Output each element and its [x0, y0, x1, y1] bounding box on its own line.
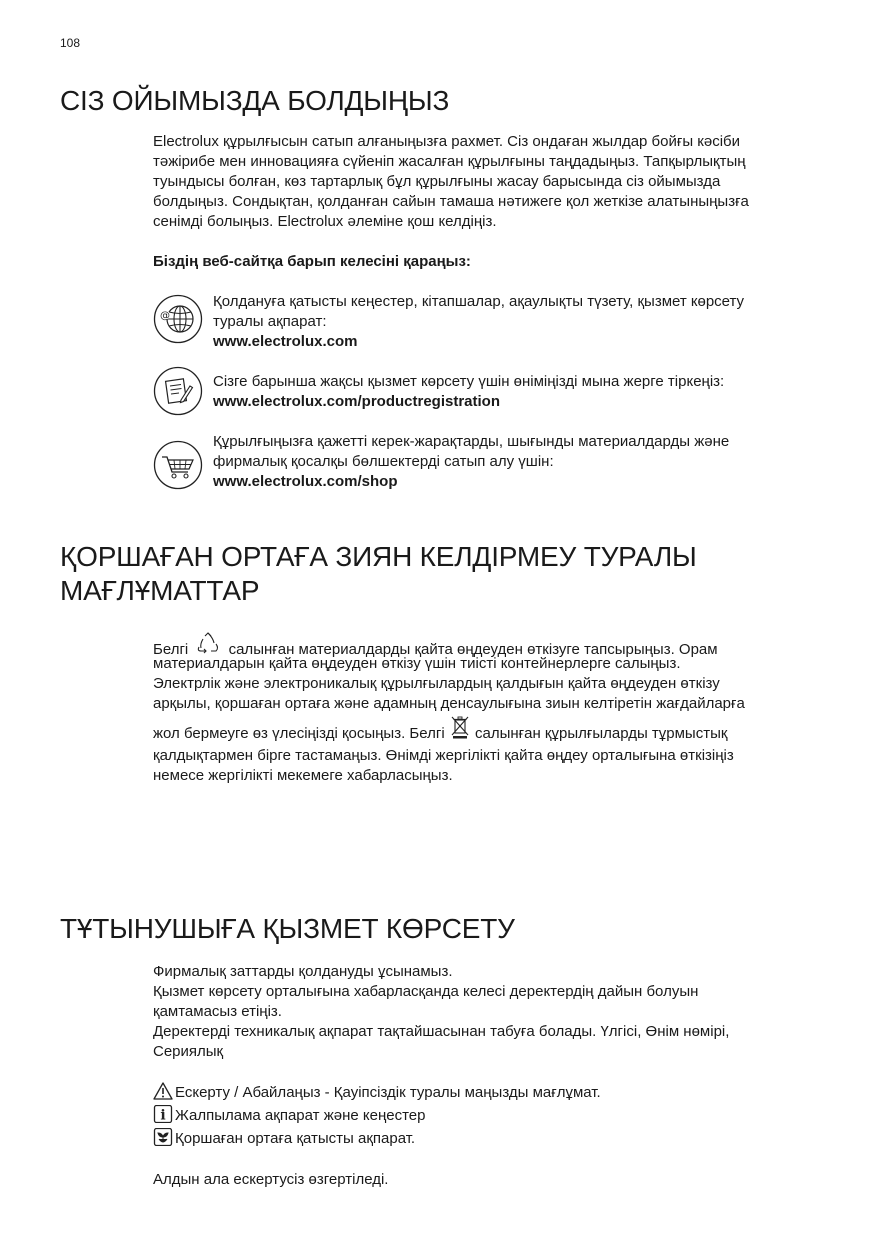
section-title-customer-care: ТҰТЫНУШЫҒА ҚЫЗМЕТ КӨРСЕТУ [60, 913, 515, 944]
info-item-registration [153, 372, 833, 422]
visit-website-label: Біздің веб-сайтқа барып келесіні қараңыз: [153, 253, 471, 270]
env-text: Белгі [153, 641, 189, 658]
info-item-text: Қолдануға қатысты кеңестер, кітапшалар, ақаулықты түзету, қызмет көрсету [213, 293, 745, 310]
footer-note: Алдын ала ескертусіз өзгертіледі. [153, 1171, 389, 1188]
link-shop[interactable]: www.electrolux.com/shop [213, 473, 398, 490]
crossed-bin-icon [450, 715, 470, 739]
environment-paragraph [153, 632, 823, 786]
link-electrolux-com[interactable]: www.electrolux.com [213, 333, 358, 350]
environment-icon [153, 1128, 173, 1146]
warning-triangle-icon [153, 1082, 173, 1100]
env-text: Электрлік және электроникалық құрылғылардың қалдығын қайта өңдеуден өткізу [153, 675, 720, 692]
link-product-registration[interactable]: www.electrolux.com/productregistration [213, 393, 500, 410]
intro-line: сенімді болыңыз. Electrolux әлеміне қош келдіңіз. [153, 213, 497, 230]
section-title-line: МАҒЛҰМАТТАР [60, 575, 260, 606]
symbols-legend [153, 1081, 823, 1150]
svg-text:i: i [160, 1107, 166, 1123]
env-text: қалдықтармен бірге тастамаңыз. Өнімді жергілікті қайта өңдеу орталығына өткізіңіз [153, 747, 734, 764]
info-item-text: Құрылғыңызға қажетті керек-жарақтарды, шығынды материалдарды және [213, 433, 730, 450]
info-item-text: Сізге барынша жақсы қызмет көрсету үшін өніміңізді мына жерге тіркеңіз: [213, 373, 725, 390]
care-text: Деректерді техникалық ақпарат тақтайшасынан табуға болады. Үлгісі, Өнім нөмірі, [153, 1023, 730, 1040]
legend-item-info: i Жалпылама ақпарат және кеңестер [153, 1104, 823, 1127]
care-text: Қызмет көрсету орталығына хабарласқанда келесі деректердің дайын болуын [153, 983, 699, 1000]
globe-at-icon [153, 294, 203, 344]
intro-line: тәжірибе мен инновацияға сүйеніп жасалған құрылғыны таңдадыңыз. Тапқырлықтың [153, 153, 746, 170]
env-text: немесе жергілікті мекемеге хабарласыңыз. [153, 767, 453, 784]
legend-item-environment: Қоршаған ортаға қатысты ақпарат. [153, 1127, 823, 1150]
intro-line: болдыңыз. Сондықтан, қолданған сайын тамаша нәтижеге қол жеткізе алатыныңызға [153, 193, 749, 210]
info-item-support [153, 292, 833, 352]
legend-item-warning: Ескерту / Абайлаңыз - Қауіпсіздік туралы маңызды мағлұмат. [153, 1081, 823, 1104]
env-text: жол бермеуге өз үлесіңізді қосыңыз. Белгі [153, 725, 445, 742]
env-text: арқылы, қоршаған ортаға және адамның денсаулығына зиын келтіретін жағдайларға [153, 695, 745, 712]
customer-care-paragraph [153, 962, 823, 1062]
page-number: 108 [60, 36, 81, 50]
care-text: қамтамасыз етіңіз. [153, 1003, 282, 1020]
recycle-icon [194, 632, 222, 656]
env-text: салынған материалдарды қайта өңдеуден өткізуге тапсырыңыз. Орам [228, 641, 718, 658]
registration-form-icon [153, 366, 203, 416]
section-title-line: ҚОРШАҒАН ОРТАҒА ЗИЯН КЕЛДІРМЕУ ТУРАЛЫ [60, 541, 697, 572]
section-title-thinking-of-you: СІЗ ОЙЫМЫЗДА БОЛДЫҢЫЗ [60, 85, 450, 116]
care-text: Сериялық [153, 1043, 224, 1060]
info-item-shop [153, 432, 833, 492]
care-text: Фирмалық заттарды қолдануды ұсынамыз. [153, 963, 453, 980]
env-text: салынған құрылғыларды тұрмыстық [475, 725, 728, 742]
info-item-text: туралы ақпарат: [213, 313, 327, 330]
shopping-cart-icon [153, 440, 203, 490]
info-icon [153, 1105, 173, 1123]
section-title-environment [60, 540, 697, 608]
intro-paragraph [153, 132, 823, 232]
intro-line: туындысы болған, көз тартарлық бұл құрылғыны жасау барысында сіз ойымызда [153, 173, 721, 190]
env-text: материалдарын қайта өңдеуден өткізу үшін тиісті контейнерлерге салыңыз. [153, 655, 681, 672]
info-item-text: фирмалық қосалқы бөлшектерді сатып алу үшін: [213, 453, 554, 470]
intro-line: Electrolux құрылғысын сатып алғаныңызға рахмет. Сіз ондаған жылдар бойғы кәсіби [153, 133, 740, 150]
svg-text:@: @ [160, 310, 170, 322]
